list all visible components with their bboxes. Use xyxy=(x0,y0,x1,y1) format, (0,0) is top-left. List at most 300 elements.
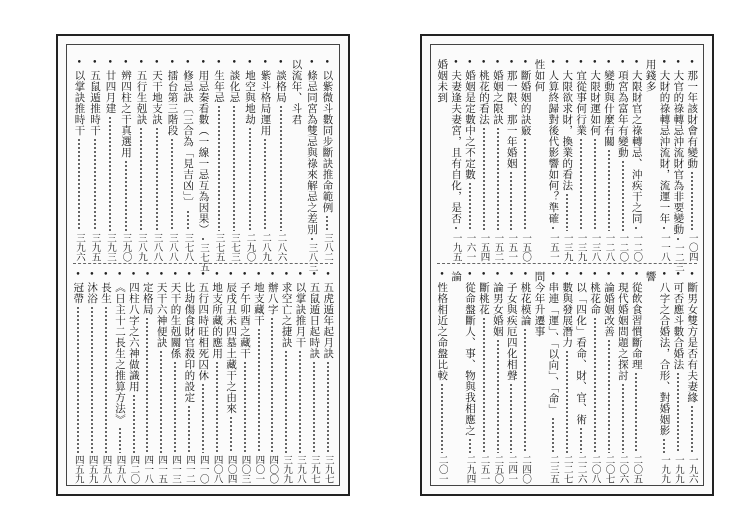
entry-title: 辰戌丑未四墓土藏干之由來 xyxy=(225,282,238,414)
dot-leader xyxy=(119,427,121,453)
entry-page-number: 一三九 xyxy=(575,232,587,261)
entry-title: 八字之合婚法，合形、對婚姻影 xyxy=(658,282,671,436)
dot-leader xyxy=(105,306,107,453)
entry-bullet: • xyxy=(592,270,598,280)
entry-page-number: 二〇一 xyxy=(436,454,448,483)
dot-leader xyxy=(663,438,665,453)
toc-entry xyxy=(449,271,463,483)
entry-bullet: • xyxy=(550,58,556,68)
toc-entry xyxy=(87,59,103,261)
dot-leader xyxy=(622,160,624,231)
toc-entry xyxy=(227,59,243,261)
entry-title: 子午卯酉之藏干 xyxy=(238,282,251,359)
dot-leader xyxy=(677,237,679,241)
entry-page-number: 四〇八 xyxy=(211,454,223,483)
dot-leader xyxy=(271,317,273,453)
entry-bullet: • xyxy=(311,270,317,280)
entry-page-number: 二〇六 xyxy=(617,454,629,483)
entry-page-number: 四一三 xyxy=(170,454,181,483)
entry-title: 斷男女雙方是否有夫妻緣 xyxy=(686,282,699,403)
entry-bullet: • xyxy=(255,270,262,280)
dot-leader xyxy=(663,226,665,231)
entry-title: 長生 xyxy=(100,282,113,304)
entry-page-number: 二二六 xyxy=(575,454,587,483)
entry-bullet: • xyxy=(481,58,487,68)
toc-entry xyxy=(435,271,449,483)
section-divider xyxy=(437,263,697,264)
entry-bullet: • xyxy=(522,270,529,280)
entry-page-number: 一五〇 xyxy=(520,232,532,261)
dot-leader xyxy=(483,127,485,231)
entry-bullet: • xyxy=(75,270,81,280)
entry-page-number: 一三八 xyxy=(589,232,601,261)
toc-entry xyxy=(505,59,519,261)
dot-leader xyxy=(622,383,624,453)
entry-title: 大限欲求財，換業的看法 xyxy=(561,70,574,191)
entry-title: 婚姻之限訣 xyxy=(491,70,504,125)
entry-page-number: 三九七 xyxy=(308,454,320,483)
dot-leader xyxy=(580,427,582,453)
toc-entry xyxy=(560,271,574,483)
entry-page-number: 三八八 xyxy=(151,232,163,261)
entry-bullet: • xyxy=(144,270,151,280)
entry-bullet: • xyxy=(76,58,82,68)
entry-title: 生年忌 xyxy=(213,70,225,103)
dot-leader xyxy=(146,317,148,453)
entry-title: 用忌秦看數（一線一忌互為因果） xyxy=(197,70,210,235)
entry-title: 斷桃花 xyxy=(477,282,490,315)
entry-page-number: 一三九 xyxy=(561,232,573,261)
entry-page-number: 三九八 xyxy=(295,454,307,483)
entry-title: 問今年升遷事 xyxy=(533,271,546,337)
entry-page-number: 四五八 xyxy=(100,454,112,483)
entry-bullet: • xyxy=(606,58,612,68)
entry-title: 地支所藏的應用 xyxy=(211,282,224,359)
entry-title: 地空與地劫 xyxy=(244,70,256,125)
entry-bullet: • xyxy=(269,270,276,280)
dot-leader xyxy=(441,383,443,453)
dot-leader xyxy=(313,361,315,453)
entry-bullet: • xyxy=(550,270,556,280)
entry-bullet: • xyxy=(103,270,109,280)
book-spine-gap xyxy=(375,40,389,492)
dot-leader xyxy=(94,138,96,231)
entry-page-number: 四〇〇 xyxy=(267,454,279,483)
toc-entry xyxy=(196,271,210,483)
toc-entry xyxy=(643,59,657,261)
toc-entry xyxy=(168,271,182,483)
entry-page-number: 一五四 xyxy=(478,232,490,261)
entry-bullet: • xyxy=(578,58,584,68)
entry-title: 廿四月建 xyxy=(104,70,117,114)
entry-title: 以紫微斗數同步斷訣推命範例 xyxy=(321,70,334,213)
dot-leader xyxy=(594,317,596,453)
dot-leader xyxy=(202,383,204,453)
entry-page-number: 一二八 xyxy=(603,232,615,261)
dot-leader xyxy=(244,361,246,453)
entry-bullet: • xyxy=(216,58,222,68)
toc-entry xyxy=(266,271,280,483)
dot-leader xyxy=(311,237,313,241)
dot-leader xyxy=(299,350,301,453)
entry-page-number: 一九九 xyxy=(672,454,684,483)
dot-leader xyxy=(635,226,637,231)
toc-entry xyxy=(252,271,266,483)
entry-page-number: 一六一 xyxy=(464,232,476,261)
toc-entry xyxy=(602,59,616,261)
entry-bullet: • xyxy=(633,58,640,68)
toc-entry xyxy=(449,59,463,261)
dot-leader xyxy=(635,372,637,453)
entry-title: 定格局 xyxy=(141,282,154,315)
entry-bullet: • xyxy=(92,58,98,68)
entry-page-number: 四二〇 xyxy=(128,454,140,483)
entry-bullet: • xyxy=(154,58,160,68)
entry-page-number: 二三五 xyxy=(547,454,559,483)
toc-entry xyxy=(72,59,88,261)
entry-bullet: • xyxy=(619,270,626,280)
toc-entry xyxy=(588,271,602,483)
entry-title: 地支藏干 xyxy=(252,282,265,326)
entry-bullet: • xyxy=(278,58,284,68)
entry-title: 條忌同宮為雙忌與祿來解忌之差別 xyxy=(306,70,318,235)
toc-entry xyxy=(477,271,491,483)
entry-page-number: 三八九 xyxy=(136,232,147,261)
entry-title: 大限財運如何 xyxy=(589,70,602,136)
toc-entry xyxy=(546,271,560,483)
dot-leader xyxy=(285,350,287,453)
right-page-top-section xyxy=(431,58,703,272)
toc-entry xyxy=(477,59,491,261)
dot-leader xyxy=(202,237,204,241)
entry-page-number: 一〇四 xyxy=(686,232,698,261)
entry-page-number: 三七八 xyxy=(182,232,194,261)
toc-entry xyxy=(518,59,532,261)
entry-bullet: • xyxy=(283,270,290,280)
entry-title: 以「四化」看命、財、官、術 xyxy=(575,282,588,425)
toc-entry xyxy=(491,59,505,261)
dot-leader xyxy=(469,182,471,231)
entry-page-number: 二二七 xyxy=(561,454,573,483)
toc-entry xyxy=(211,59,227,261)
toc-entry xyxy=(616,59,630,261)
entry-bullet: • xyxy=(494,58,501,68)
entry-title: 辦八字 xyxy=(266,282,279,315)
entry-page-number: 三七五 xyxy=(213,232,225,261)
dot-leader xyxy=(233,105,235,231)
entry-title: 用錢多 xyxy=(644,59,657,92)
left-page-top-section xyxy=(67,58,339,272)
toc-entry xyxy=(103,59,119,261)
entry-title: 談化忌 xyxy=(228,70,241,103)
entry-title: 以流年、斗君 xyxy=(290,59,303,125)
entry-title: 大官的祿轉忌沖流財官為非要變動 xyxy=(672,70,685,235)
left-page-frame xyxy=(66,44,340,486)
entry-bullet: • xyxy=(309,58,315,68)
toc-entry xyxy=(657,59,671,261)
entry-bullet: • xyxy=(564,270,570,280)
toc-entry xyxy=(630,271,644,483)
entry-bullet: • xyxy=(467,270,473,280)
dot-leader xyxy=(497,127,499,231)
entry-title: 那一限、那一年婚姻 xyxy=(505,70,518,169)
dot-leader xyxy=(230,416,232,453)
toc-entry xyxy=(630,59,644,261)
entry-bullet: • xyxy=(228,270,234,280)
entry-title: 項宮為富年有變動 xyxy=(616,70,629,158)
dot-leader xyxy=(691,405,693,453)
entry-title: 性如何 xyxy=(533,59,546,92)
toc-entry xyxy=(307,271,321,483)
dot-leader xyxy=(174,361,176,453)
entry-page-number: 四〇三 xyxy=(239,454,251,483)
entry-title: 談格局 xyxy=(275,70,287,103)
entry-title: 天干六神便訣 xyxy=(155,282,168,348)
entry-bullet: • xyxy=(117,270,123,280)
toc-entry xyxy=(657,271,671,483)
toc-entry xyxy=(258,59,274,261)
toc-entry xyxy=(180,59,196,261)
dot-leader xyxy=(677,372,679,453)
entry-title: 五行四時旺相死囚休 xyxy=(197,282,210,381)
entry-bullet: • xyxy=(508,270,515,280)
toc-entry xyxy=(685,271,699,483)
entry-page-number: 一九六 xyxy=(686,454,698,483)
toc-entry xyxy=(574,59,588,261)
dot-leader xyxy=(483,317,485,453)
entry-title: 五鼠遁推時干 xyxy=(89,70,101,136)
toc-entry xyxy=(85,271,99,483)
dot-leader xyxy=(156,127,158,231)
toc-entry xyxy=(320,59,336,261)
dot-leader xyxy=(691,171,693,231)
entry-page-number: 一二〇 xyxy=(631,232,643,261)
entry-title: 論男女婚姻 xyxy=(491,282,504,337)
dot-leader xyxy=(160,350,162,453)
entry-page-number: 三八二 xyxy=(322,232,333,261)
entry-title: 論婚姻改善 xyxy=(602,282,615,337)
dot-leader xyxy=(264,138,266,231)
entry-title: 求空亡之捷訣 xyxy=(280,282,293,348)
toc-entry xyxy=(293,271,307,483)
toc-entry xyxy=(165,59,181,261)
entry-page-number: 二八九 xyxy=(260,232,271,261)
entry-title: 變動與什麼有關 xyxy=(602,70,615,147)
entry-title: 數與發展潛力 xyxy=(561,282,574,348)
entry-page-number: 四〇一 xyxy=(253,454,265,483)
entry-bullet: • xyxy=(185,58,191,68)
dot-leader xyxy=(109,116,111,231)
toc-entry xyxy=(671,271,685,483)
entry-page-number: 三九五 xyxy=(89,232,101,261)
entry-page-number: 三九三 xyxy=(105,232,116,261)
toc-entry xyxy=(279,271,293,483)
toc-entry xyxy=(532,271,546,483)
entry-title: 桃花命 xyxy=(589,282,602,315)
toc-entry xyxy=(463,59,477,261)
left-page-bottom-section xyxy=(67,271,339,483)
entry-page-number: 二九〇 xyxy=(244,232,256,261)
entry-title: 大限財官之祿轉忌、沖疾干之同 xyxy=(630,70,643,224)
right-page-frame xyxy=(430,44,704,486)
entry-bullet: • xyxy=(200,58,206,68)
right-page-bottom-section xyxy=(431,271,703,483)
toc-entry xyxy=(532,59,546,261)
entry-page-number: 三九七 xyxy=(322,454,334,483)
entry-title: 《日主十二長生之推算方法》 xyxy=(113,282,126,425)
entry-bullet: • xyxy=(123,58,129,68)
dot-leader xyxy=(510,383,512,453)
entry-title: 論 xyxy=(450,271,463,282)
entry-title: 桃花模論 xyxy=(519,282,532,326)
toc-entry xyxy=(643,271,657,483)
entry-title: 婚姻未到 xyxy=(436,59,449,103)
entry-bullet: • xyxy=(633,270,640,280)
entry-bullet: • xyxy=(169,58,175,68)
entry-title: 性格相近之命盤比較 xyxy=(436,282,449,381)
entry-bullet: • xyxy=(231,58,237,68)
entry-title: 五鼠遁日起時訣 xyxy=(308,282,321,359)
dot-leader xyxy=(326,215,328,231)
entry-bullet: • xyxy=(508,58,515,68)
entry-page-number: 一五一 xyxy=(506,232,518,261)
dot-leader xyxy=(77,306,79,453)
entry-page-number: 三七三 xyxy=(229,232,240,261)
toc-entry xyxy=(289,59,305,261)
entry-title: 從命盤斷人、事、物與我相應之 xyxy=(464,282,477,436)
entry-bullet: • xyxy=(592,58,598,68)
dot-leader xyxy=(187,210,189,231)
entry-title: 桃花的看法 xyxy=(477,70,490,125)
entry-page-number: 三八三 xyxy=(306,243,318,272)
entry-title: 串連「運」、「以向」、「命」 xyxy=(547,282,560,415)
entry-title: 宜從事何行業 xyxy=(575,70,588,136)
toc-entry xyxy=(154,271,168,483)
entry-title: 現代婚姻問題之探討 xyxy=(616,282,629,381)
entry-bullet: • xyxy=(138,58,144,68)
toc-entry xyxy=(149,59,165,261)
entry-page-number: 一五一 xyxy=(547,232,559,261)
entry-page-number: 二五〇 xyxy=(492,454,504,483)
toc-entry xyxy=(505,271,519,483)
entry-page-number: 四一〇 xyxy=(197,454,209,483)
entry-bullet: • xyxy=(200,270,206,280)
entry-bullet: • xyxy=(661,58,667,68)
entry-bullet: • xyxy=(172,270,178,280)
entry-title: 以掌訣推月干 xyxy=(294,282,307,348)
section-divider xyxy=(73,263,333,264)
entry-title: 從飲食習慣斷命理 xyxy=(630,282,643,370)
entry-bullet: • xyxy=(606,270,612,280)
entry-bullet: • xyxy=(325,270,331,280)
toc-entry xyxy=(141,271,155,483)
entry-bullet: • xyxy=(467,58,473,68)
toc-entry xyxy=(224,271,238,483)
entry-title: 天干地支訣 xyxy=(151,70,163,125)
entry-title: 沐浴 xyxy=(86,282,99,304)
entry-page-number: 三八八 xyxy=(167,232,178,261)
entry-bullet: • xyxy=(89,270,95,280)
dot-leader xyxy=(258,328,260,453)
dot-leader xyxy=(524,328,526,453)
entry-bullet: • xyxy=(158,270,165,280)
entry-bullet: • xyxy=(297,270,303,280)
entry-bullet: • xyxy=(689,58,695,68)
dot-leader xyxy=(91,306,93,453)
entry-bullet: • xyxy=(481,270,487,280)
toc-entry xyxy=(671,58,685,272)
dot-leader xyxy=(552,226,554,231)
toc-entry xyxy=(685,59,699,261)
entry-title: 天干的生剋關係 xyxy=(169,282,182,359)
entry-bullet: • xyxy=(242,270,248,280)
entry-title: 紫斗格局運用 xyxy=(259,70,272,136)
toc-entry xyxy=(588,59,602,261)
entry-page-number: 一九九 xyxy=(659,454,671,483)
dot-leader xyxy=(469,438,471,453)
entry-page-number: 二四一 xyxy=(506,454,518,483)
toc-entry xyxy=(321,271,335,483)
entry-bullet: • xyxy=(564,58,570,68)
toc-entry xyxy=(602,271,616,483)
entry-title: 人算終歸對後代影響如何？準確 xyxy=(547,70,560,224)
entry-title: 辨四柱之干真選用 xyxy=(120,70,132,158)
toc-entry xyxy=(182,271,196,483)
toc-entry xyxy=(491,271,505,483)
toc-entry xyxy=(134,59,150,261)
toc-entry xyxy=(127,271,141,483)
entry-title: 比劫傷食財官殺印的設定 xyxy=(183,282,196,403)
toc-entry xyxy=(118,59,134,261)
entry-title: 四柱八字之六神做識用 xyxy=(127,282,140,392)
entry-bullet: • xyxy=(247,58,253,68)
dot-leader xyxy=(524,138,526,231)
toc-entry xyxy=(560,59,574,261)
entry-title: 響 xyxy=(644,271,657,282)
entry-bullet: • xyxy=(675,58,681,68)
entry-page-number: 一二三 xyxy=(672,243,684,272)
dot-leader xyxy=(608,149,610,231)
toc-entry xyxy=(238,271,252,483)
toc-entry xyxy=(616,271,630,483)
entry-page-number: 四一二 xyxy=(183,454,195,483)
dot-leader xyxy=(125,160,127,231)
dot-leader xyxy=(140,127,142,231)
entry-bullet: • xyxy=(522,58,529,68)
entry-bullet: • xyxy=(186,270,192,280)
entry-title: 擂台第三階段 xyxy=(166,70,179,136)
dot-leader xyxy=(594,138,596,231)
entry-bullet: • xyxy=(324,58,330,68)
entry-page-number: 二九四 xyxy=(464,454,476,483)
toc-entry xyxy=(518,271,532,483)
toc-entry xyxy=(463,271,477,483)
right-page xyxy=(420,34,714,496)
entry-title: 五行生剋訣 xyxy=(135,70,148,125)
entry-bullet: • xyxy=(494,270,501,280)
entry-page-number: 二〇八 xyxy=(589,454,601,483)
toc-entry xyxy=(99,271,113,483)
entry-page-number: 四五九 xyxy=(86,454,98,483)
entry-bullet: • xyxy=(689,270,695,280)
dot-leader xyxy=(280,105,282,231)
dot-leader xyxy=(497,339,499,453)
entry-title: 修忌訣〔三合為「見吉凶」〕 xyxy=(182,70,194,208)
entry-bullet: • xyxy=(453,58,459,68)
entry-page-number: 二〇七 xyxy=(603,454,615,483)
entry-title: 以掌訣推時干 xyxy=(73,70,86,136)
entry-page-number: 三九六 xyxy=(74,232,85,261)
